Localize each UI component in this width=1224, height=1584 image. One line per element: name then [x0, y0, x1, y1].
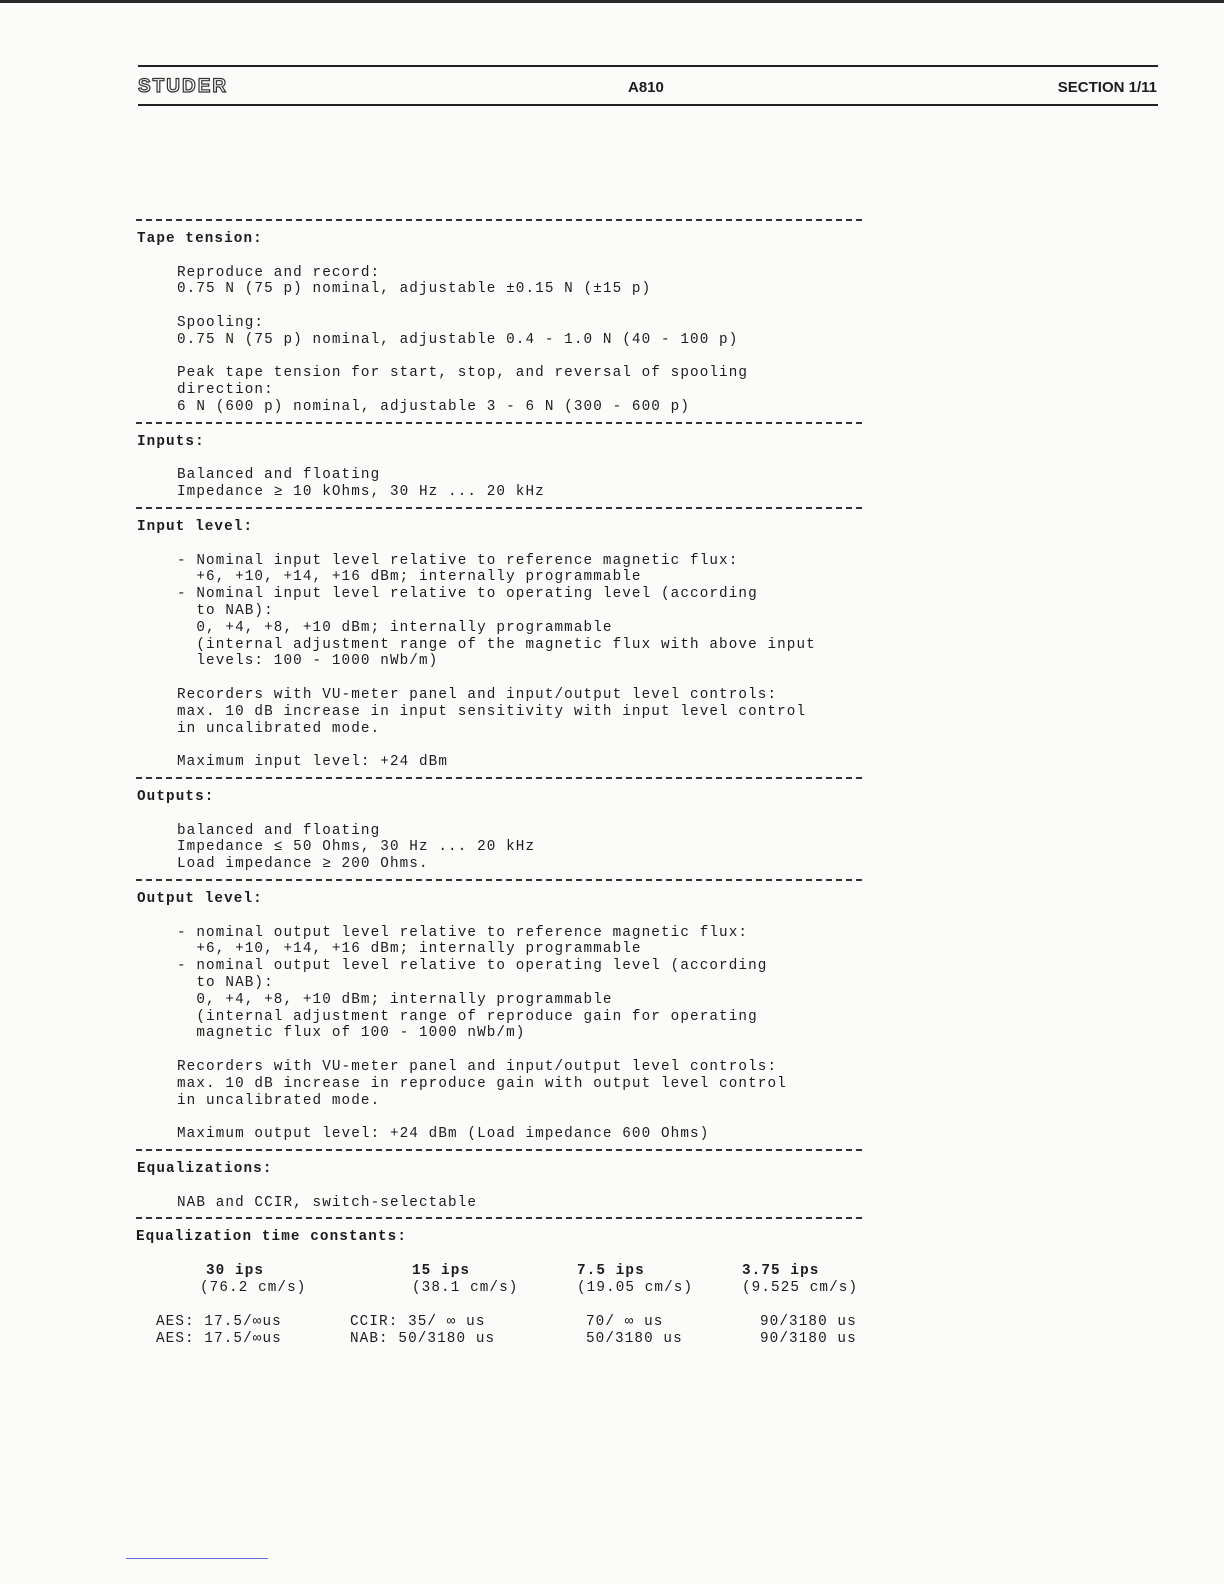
- spec-line: magnetic flux of 100 - 1000 nWb/m): [177, 1025, 526, 1042]
- section-title: Equalizations:: [137, 1161, 273, 1177]
- spec-line: balanced and floating: [177, 822, 381, 839]
- section-number: SECTION 1/11: [1057, 79, 1157, 96]
- spec-line: max. 10 dB increase in input sensitivity with input level control: [177, 703, 807, 720]
- spec-line: 0, +4, +8, +10 dBm; internally programmable: [177, 991, 613, 1008]
- eq-cell-speed: 7.5 ips: [577, 1263, 645, 1280]
- spec-line: 0.75 N (75 p) nominal, adjustable ±0.15 N (±15 p): [177, 281, 652, 298]
- studer-logo: STUDER: [138, 76, 229, 97]
- eq-cell-speed: 15 ips: [412, 1263, 471, 1280]
- spec-line: in uncalibrated mode.: [177, 720, 381, 737]
- section-separator: [136, 1217, 862, 1219]
- eq-cell-row2: 90/3180 us: [760, 1331, 857, 1348]
- eq-cell-row2: AES: 17.5/∞us: [156, 1331, 282, 1348]
- section-separator: [136, 777, 862, 779]
- section-title: Outputs:: [137, 789, 215, 805]
- spec-line: Recorders with VU-meter panel and input/output level controls:: [177, 687, 778, 703]
- spec-line: 6 N (600 p) nominal, adjustable 3 - 6 N (300 - 600 p): [177, 399, 691, 415]
- spec-line: Impedance ≥ 10 kOhms, 30 Hz ... 20 kHz: [177, 484, 545, 501]
- spec-line: Peak tape tension for start, stop, and reversal of spooling: [177, 365, 749, 382]
- spec-line: 0.75 N (75 p) nominal, adjustable 0.4 - 1.0 N (40 - 100 p): [177, 331, 739, 348]
- page-top-edge: [0, 0, 1224, 3]
- eq-cell-metric: (76.2 cm/s): [200, 1280, 307, 1297]
- eq-cell-metric: (38.1 cm/s): [412, 1280, 519, 1297]
- spec-line: max. 10 dB increase in reproduce gain with output level control: [177, 1075, 787, 1092]
- spec-line: Load impedance ≥ 200 Ohms.: [177, 856, 429, 873]
- spec-line: levels: 100 - 1000 nWb/m): [177, 653, 439, 670]
- spec-line: Spooling:: [177, 315, 265, 331]
- eq-cell-row1: AES: 17.5/∞us: [156, 1314, 282, 1331]
- spec-line: in uncalibrated mode.: [177, 1092, 381, 1109]
- section-separator: [136, 507, 862, 509]
- section-title: Input level:: [137, 519, 254, 535]
- eq-cell-row2: NAB: 50/3180 us: [350, 1331, 496, 1348]
- eq-cell-row1: CCIR: 35/ ∞ us: [350, 1314, 486, 1331]
- spec-line: to NAB):: [177, 975, 274, 991]
- spec-line: Maximum output level: +24 dBm (Load impedance 600 Ohms): [177, 1126, 710, 1143]
- eq-cell-speed: 3.75 ips: [742, 1263, 820, 1280]
- header-top-rule: [138, 65, 1158, 67]
- spec-line: Impedance ≤ 50 Ohms, 30 Hz ... 20 kHz: [177, 839, 536, 856]
- section-title: Inputs:: [137, 433, 205, 450]
- spec-line: Reproduce and record:: [177, 264, 381, 281]
- spec-line: +6, +10, +14, +16 dBm; internally programmable: [177, 569, 642, 586]
- eq-title: Equalization time constants:: [136, 1229, 408, 1246]
- spec-line: - Nominal input level relative to reference magnetic flux:: [177, 552, 739, 569]
- eq-cell-metric: (19.05 cm/s): [577, 1280, 694, 1297]
- spec-line: Balanced and floating: [177, 467, 381, 484]
- spec-line: - Nominal input level relative to operating level (according: [177, 586, 758, 603]
- spec-line: +6, +10, +14, +16 dBm; internally programmable: [177, 941, 642, 958]
- eq-cell-row2: 50/3180 us: [586, 1331, 683, 1348]
- section-separator: [136, 422, 862, 424]
- eq-cell-speed: 30 ips: [206, 1263, 265, 1280]
- spec-line: (internal adjustment range of the magnetic flux with above input: [177, 636, 816, 653]
- spec-line: Maximum input level: +24 dBm: [177, 754, 449, 771]
- model-number: A810: [628, 79, 664, 96]
- section-title: Tape tension:: [137, 231, 263, 247]
- eq-cell-row1: 70/ ∞ us: [586, 1314, 664, 1331]
- footer-blue-rule: [126, 1558, 268, 1559]
- section-title: Output level:: [137, 891, 263, 907]
- spec-line: (internal adjustment range of reproduce gain for operating: [177, 1008, 758, 1025]
- header-bottom-rule: [138, 104, 1158, 106]
- section-separator: [136, 1149, 862, 1151]
- spec-line: Recorders with VU-meter panel and input/output level controls:: [177, 1059, 778, 1075]
- section-separator: [136, 219, 862, 221]
- spec-line: direction:: [177, 382, 274, 399]
- eq-cell-metric: (9.525 cm/s): [742, 1280, 859, 1297]
- spec-line: 0, +4, +8, +10 dBm; internally programmable: [177, 619, 613, 636]
- spec-line: NAB and CCIR, switch-selectable: [177, 1194, 478, 1211]
- section-separator: [136, 879, 862, 881]
- spec-line: - nominal output level relative to operating level (according: [177, 958, 768, 975]
- eq-cell-row1: 90/3180 us: [760, 1314, 857, 1331]
- spec-line: to NAB):: [177, 603, 274, 619]
- spec-line: - nominal output level relative to reference magnetic flux:: [177, 924, 749, 941]
